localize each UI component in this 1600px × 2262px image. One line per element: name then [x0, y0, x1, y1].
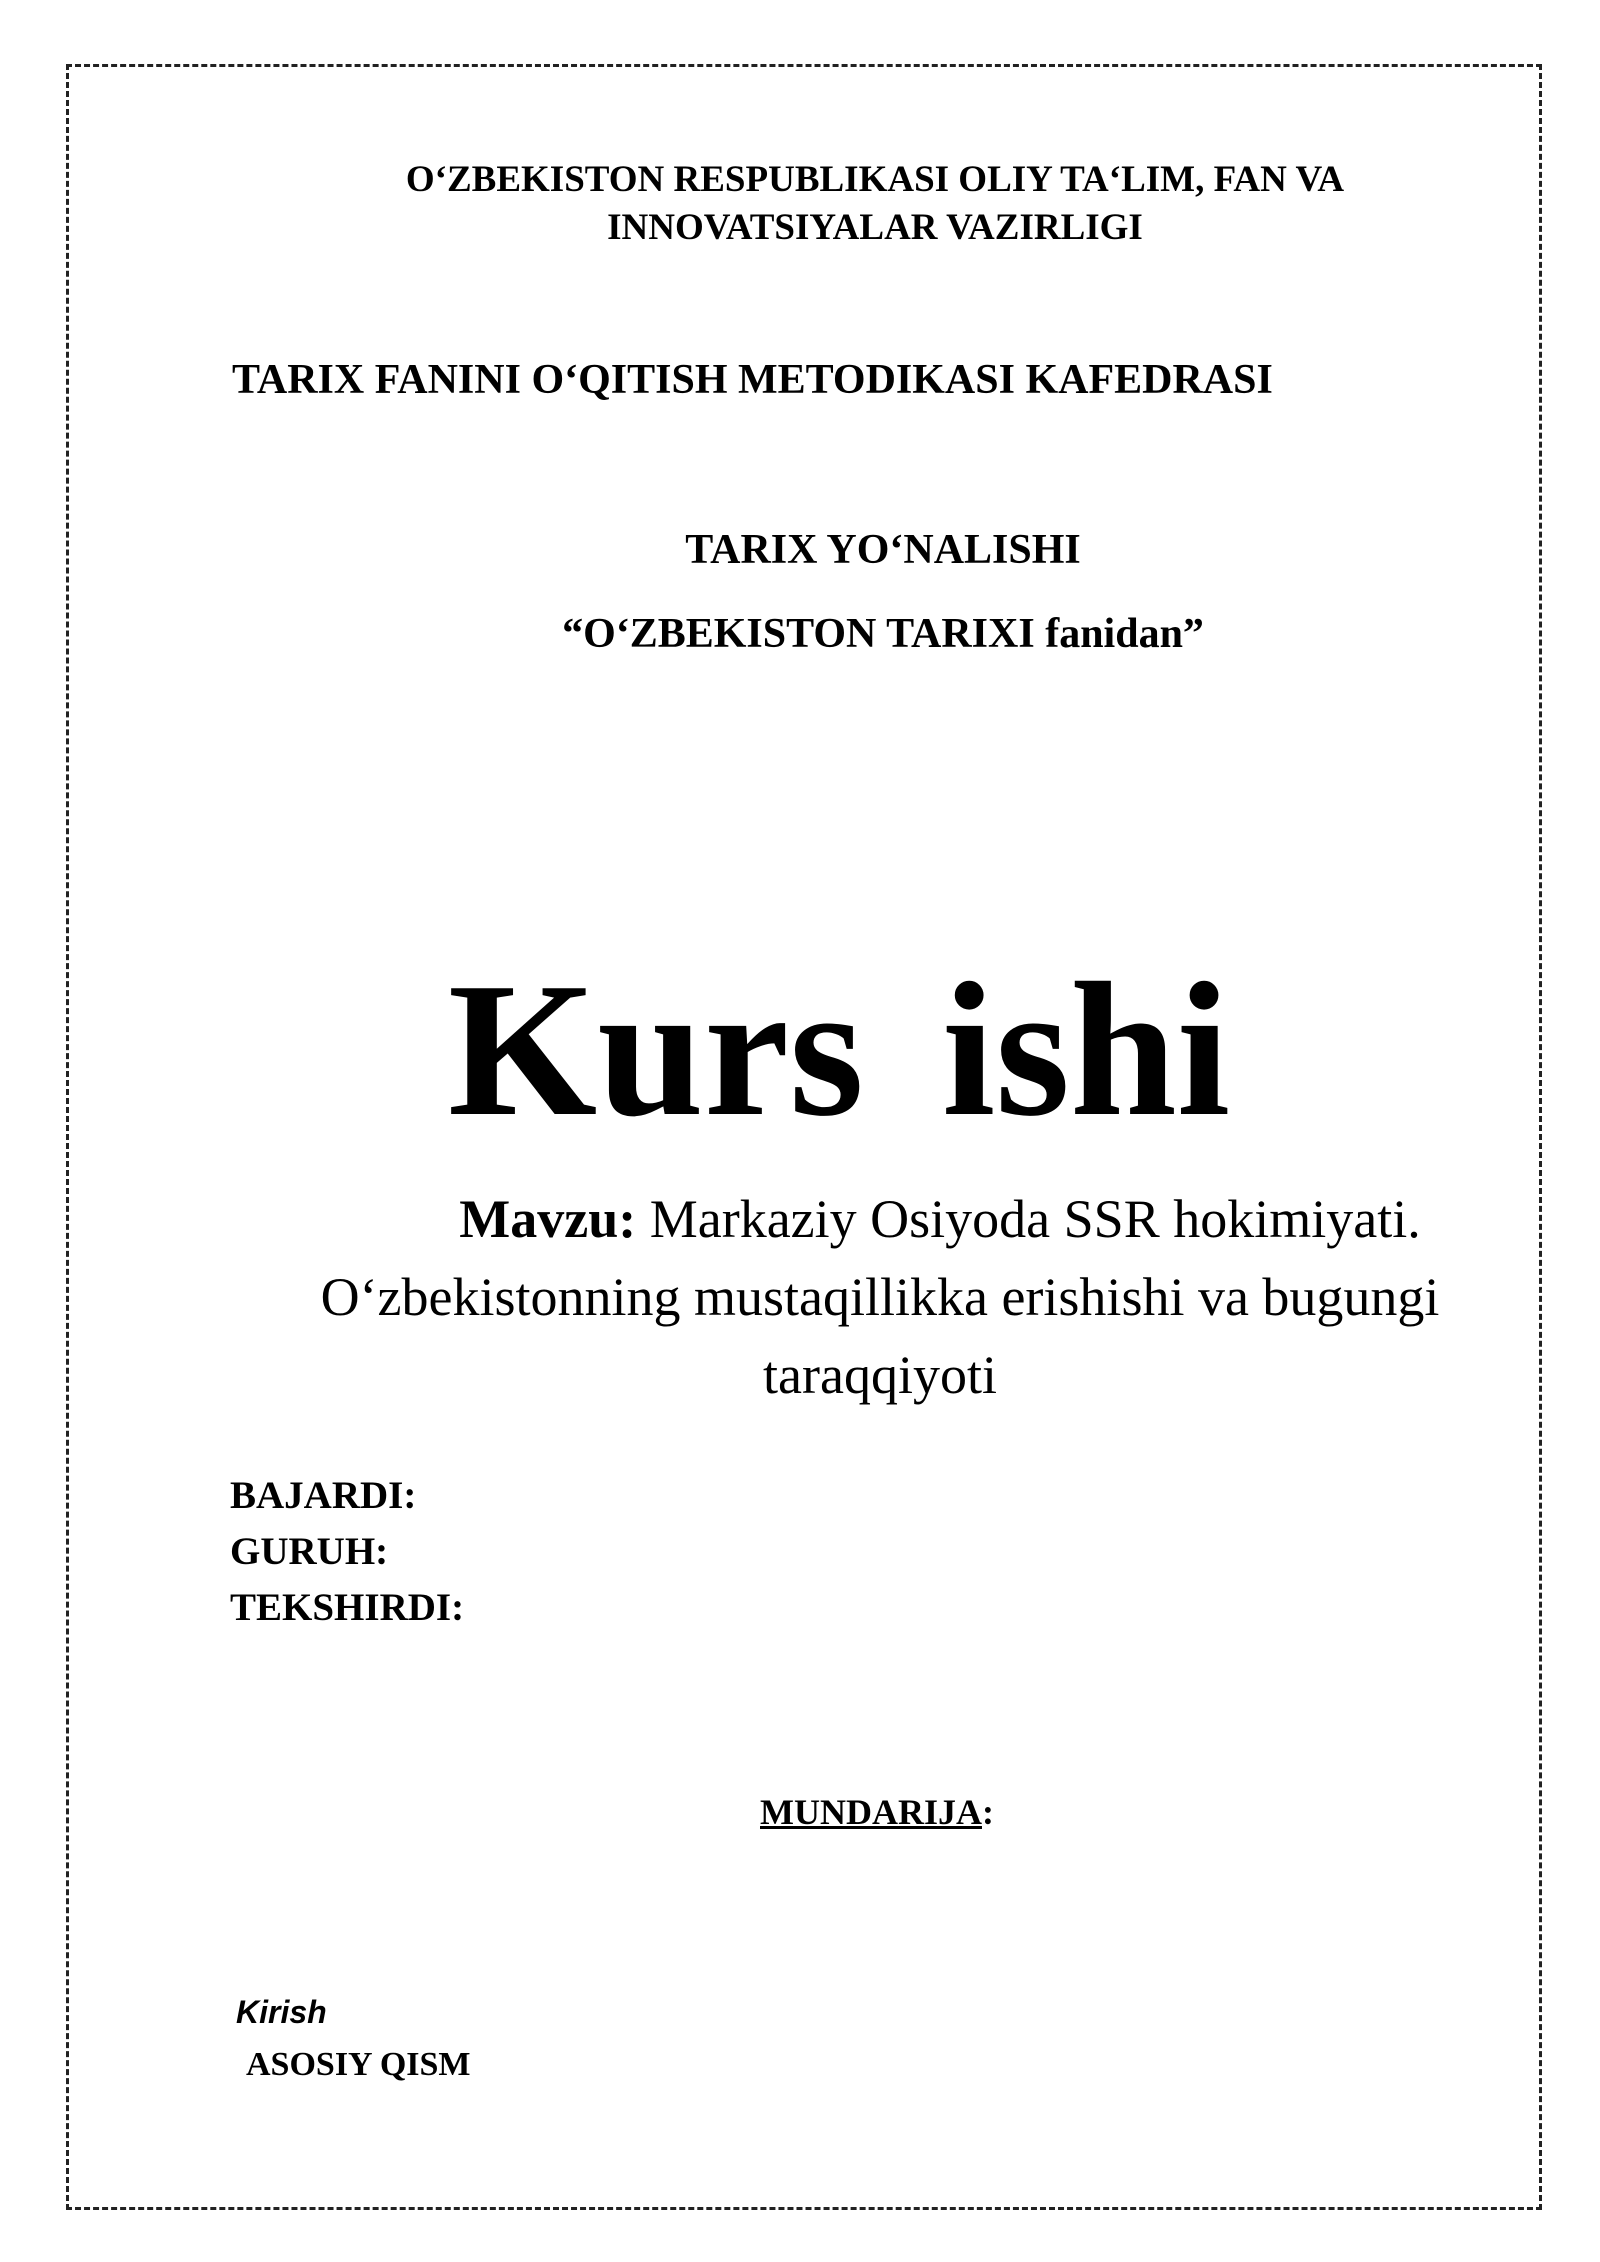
topic-line-2: O‘zbekistonning mustaqillikka erishishi va bugungi — [320, 1267, 1440, 1327]
topic-label: Mavzu: — [459, 1189, 637, 1249]
checked-by-label: TEKSHIRDI: — [230, 1586, 465, 1629]
ministry-header — [200, 156, 1550, 252]
department-name: TARIX FANINI O‘QITISH METODIKASI KAFEDRASI — [232, 357, 1273, 403]
ministry-line-2: INNOVATSIYALAR VAZIRLIGI — [607, 207, 1143, 248]
contents-heading — [760, 1788, 994, 1836]
group-label: GURUH: — [230, 1530, 389, 1573]
contents-heading-text: MUNDARIJA — [760, 1792, 982, 1832]
toc-item-main-part: ASOSIY QISM — [246, 2046, 471, 2083]
author-fields — [230, 1468, 464, 1636]
topic-line-3: taraqqiyoti — [763, 1345, 997, 1405]
contents-heading-colon: : — [981, 1792, 994, 1832]
subject-name: “O‘ZBEKISTON TARIXI fanidan” — [562, 611, 1204, 657]
toc-item-introduction: Kirish — [236, 1994, 327, 2030]
topic-line-1 — [230, 1180, 1530, 1258]
document-title: Kurs ishi — [447, 943, 1231, 1156]
topic-text-1: Markaziy Osiyoda SSR hokimiyati. — [636, 1189, 1421, 1249]
direction-name: TARIX YO‘NALISHI — [685, 527, 1081, 573]
ministry-line-1: O‘ZBEKISTON RESPUBLIKASI OLIY TA‘LIM, FAN VA — [405, 159, 1345, 200]
topic-block — [230, 1180, 1530, 1414]
done-by-label: BAJARDI: — [230, 1474, 417, 1517]
